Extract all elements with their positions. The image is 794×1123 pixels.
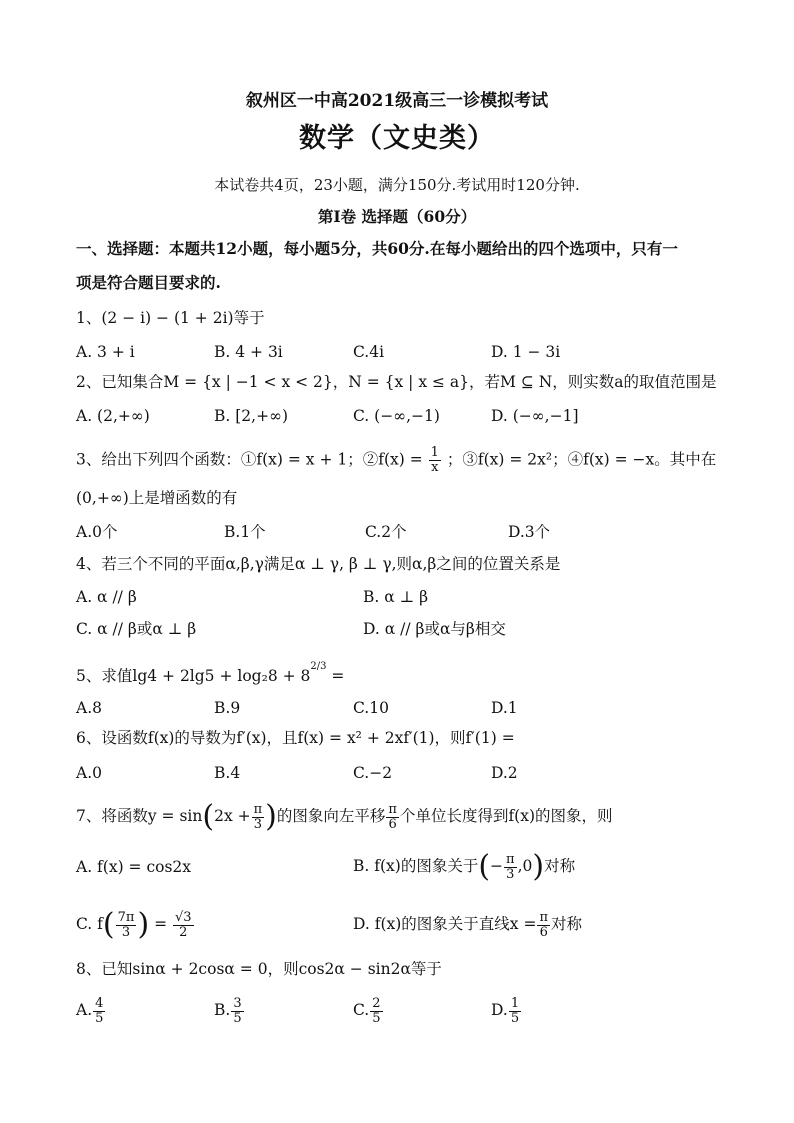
q7-option-d-suffix: 对称	[551, 915, 583, 933]
q1-option-d: D. 1 − 3i	[491, 343, 561, 361]
q7-paren-content: 2x +	[214, 807, 251, 825]
q8-option-a-num: 4	[95, 995, 104, 1011]
q8-option-b	[214, 994, 245, 1026]
q8-option-c-den: 5	[372, 1010, 381, 1026]
q7-stem-part-a: 7、将函数y = sin	[76, 807, 203, 825]
q7-paren-open: (	[202, 799, 215, 834]
q5-option-a: A.8	[76, 699, 102, 717]
q7-option-b	[353, 846, 575, 887]
q6-option-a: A.0	[76, 764, 102, 782]
q3-frac-denominator: x	[431, 460, 439, 475]
q1-option-c: C.4i	[353, 343, 385, 361]
q7-option-b-paren-close: )	[532, 849, 545, 884]
q7-option-d-frac-den: 6	[539, 924, 548, 940]
q7-option-b-rest: ,0	[517, 857, 533, 875]
part-one-line1: 一、选择题：本题共12小题，每小题5分，共60分.在每小题给出的四个选项中，只有一	[76, 239, 678, 258]
q4-option-c: C. α // β或α ⊥ β	[76, 620, 197, 638]
q7-stem-part-c: 个单位长度得到f(x)的图象，则	[399, 807, 613, 825]
question-5-stem	[76, 662, 344, 687]
q4-option-d: D. α // β或α与β相交	[363, 620, 506, 638]
q2-option-a: A. (2,+∞)	[76, 407, 150, 425]
question-2-stem: 2、已知集合M = {x | −1 < x < 2}，N = {x | x ≤ a}，若M ⊆ N，则实数a的取值范围是	[76, 373, 717, 391]
q7-option-a: A. f(x) = cos2x	[76, 858, 192, 876]
q8-option-d-den: 5	[510, 1010, 520, 1026]
q6-option-d: D.2	[491, 764, 518, 782]
q6-option-c: C.−2	[353, 764, 393, 782]
q3-stem-line2: (0,+∞)上是增函数的有	[76, 489, 238, 507]
q2-option-d: D. (−∞,−1]	[491, 407, 579, 425]
q7-option-c-eq: =	[149, 915, 173, 933]
q7-option-c-rhs-frac	[173, 911, 194, 940]
question-6-stem: 6、设函数f(x)的导数为f′(x)，且f(x) = x² + 2xf′(1)，则f′(1) =	[76, 729, 515, 747]
q7-option-c-rhs-num: √3	[175, 909, 192, 925]
q7-stem-part-b: 的图象向左平移	[276, 807, 386, 825]
question-8-stem: 8、已知sinα + 2cosα = 0，则cos2α − sin2α等于	[76, 960, 442, 978]
q7-option-c-rhs-den: 2	[179, 924, 188, 940]
q7-option-c-text: C. f	[76, 915, 103, 933]
q8-option-b-num: 3	[233, 995, 242, 1011]
q8-option-b-den: 5	[233, 1010, 242, 1026]
q7-frac-shift	[386, 803, 399, 832]
q7-option-d-frac-num: π	[539, 909, 549, 925]
q7-option-b-suffix: 对称	[544, 857, 576, 875]
school-title: 叙州区一中高2021级高三一诊模拟考试	[245, 91, 549, 111]
question-4-stem: 4、若三个不同的平面α,β,γ满足α ⊥ γ, β ⊥ γ,则α,β之间的位置关系是	[76, 555, 561, 573]
q5-option-c: C.10	[353, 699, 389, 717]
q7-frac-pi-num: π	[253, 801, 263, 817]
q8-option-d-label: D.	[491, 1001, 508, 1019]
q5-option-b: B.9	[214, 699, 241, 717]
q5-exponent: 2/3	[310, 661, 327, 672]
q3-frac-numerator: 1	[430, 445, 439, 460]
q7-option-b-minus: −	[490, 857, 504, 875]
q3-option-c: C.2个	[365, 523, 407, 541]
q7-option-b-frac-den: 3	[506, 866, 515, 882]
q8-option-d-frac	[509, 997, 521, 1026]
q7-option-b-frac	[504, 853, 517, 882]
q7-option-c-paren-close: )	[137, 907, 150, 942]
q8-option-c-label: C.	[353, 1001, 370, 1019]
q7-option-c-frac	[116, 911, 137, 940]
q7-frac-shift-num: π	[388, 801, 397, 817]
q7-frac-pi-3	[252, 803, 265, 832]
q2-option-b: B. [2,+∞)	[214, 407, 289, 425]
q7-option-c	[76, 904, 195, 945]
q3-stem-part-a: 3、给出下列四个函数：①f(x) = x + 1；②f(x) =	[76, 450, 423, 469]
part-one-line2: 项是符合题目要求的.	[76, 273, 221, 292]
q8-option-c	[353, 994, 384, 1026]
q7-frac-pi-den: 3	[253, 816, 263, 832]
q4-option-a: A. α // β	[76, 588, 137, 606]
q8-option-b-label: B.	[214, 1001, 231, 1019]
q5-stem-part-b: =	[326, 667, 345, 686]
q8-option-d	[491, 994, 522, 1026]
q8-option-a	[76, 994, 106, 1026]
q4-option-b: B. α ⊥ β	[363, 588, 429, 606]
exam-instructions: 本试卷共4页，23小题，满分150分.考试用时120分钟.	[214, 176, 580, 194]
q3-option-b: B.1个	[224, 523, 266, 541]
q5-stem-part-a: 5、求值lg4 + 2lg5 + log₂8 + 8	[76, 667, 311, 686]
q7-option-d	[353, 906, 582, 942]
q3-option-d: D.3个	[508, 523, 551, 541]
q8-option-b-frac	[231, 997, 243, 1026]
q7-option-b-frac-num: π	[506, 851, 515, 867]
q3-option-a: A.0个	[76, 523, 118, 541]
q5-option-d: D.1	[491, 699, 518, 717]
question-7-stem	[76, 798, 613, 835]
q7-option-c-paren-open: (	[102, 907, 115, 942]
q7-option-d-frac	[537, 911, 550, 940]
q7-option-b-paren-open: (	[478, 849, 491, 884]
q8-option-c-num: 2	[372, 995, 381, 1011]
section-title: 第I卷 选择题（60分）	[317, 207, 477, 226]
subject-title: 数学（文史类）	[299, 123, 495, 154]
q7-paren-close: )	[265, 799, 277, 834]
question-3-stem	[76, 446, 716, 475]
q7-option-c-frac-den: 3	[121, 924, 131, 940]
q7-frac-shift-den: 6	[388, 816, 397, 832]
q8-option-a-frac	[93, 997, 105, 1026]
q8-option-c-frac	[370, 997, 382, 1026]
q6-option-b: B.4	[214, 764, 241, 782]
q3-fraction	[429, 446, 441, 475]
q2-option-c: C. (−∞,−1)	[353, 407, 440, 425]
q7-option-c-frac-num: 7π	[117, 909, 135, 925]
q7-option-d-text: D. f(x)的图象关于直线x =	[353, 915, 537, 933]
q8-option-a-den: 5	[95, 1010, 104, 1026]
question-1-stem: 1、(2 − i) − (1 + 2i)等于	[76, 309, 265, 327]
q1-option-b: B. 4 + 3i	[214, 343, 283, 361]
q1-option-a: A. 3 + i	[76, 343, 135, 361]
q7-option-b-text: B. f(x)的图象关于	[353, 857, 479, 875]
q8-option-d-num: 1	[510, 995, 520, 1011]
q8-option-a-label: A.	[76, 1001, 93, 1019]
q3-stem-part-b: ；③f(x) = 2x²；④f(x) = −x。其中在	[446, 450, 717, 469]
